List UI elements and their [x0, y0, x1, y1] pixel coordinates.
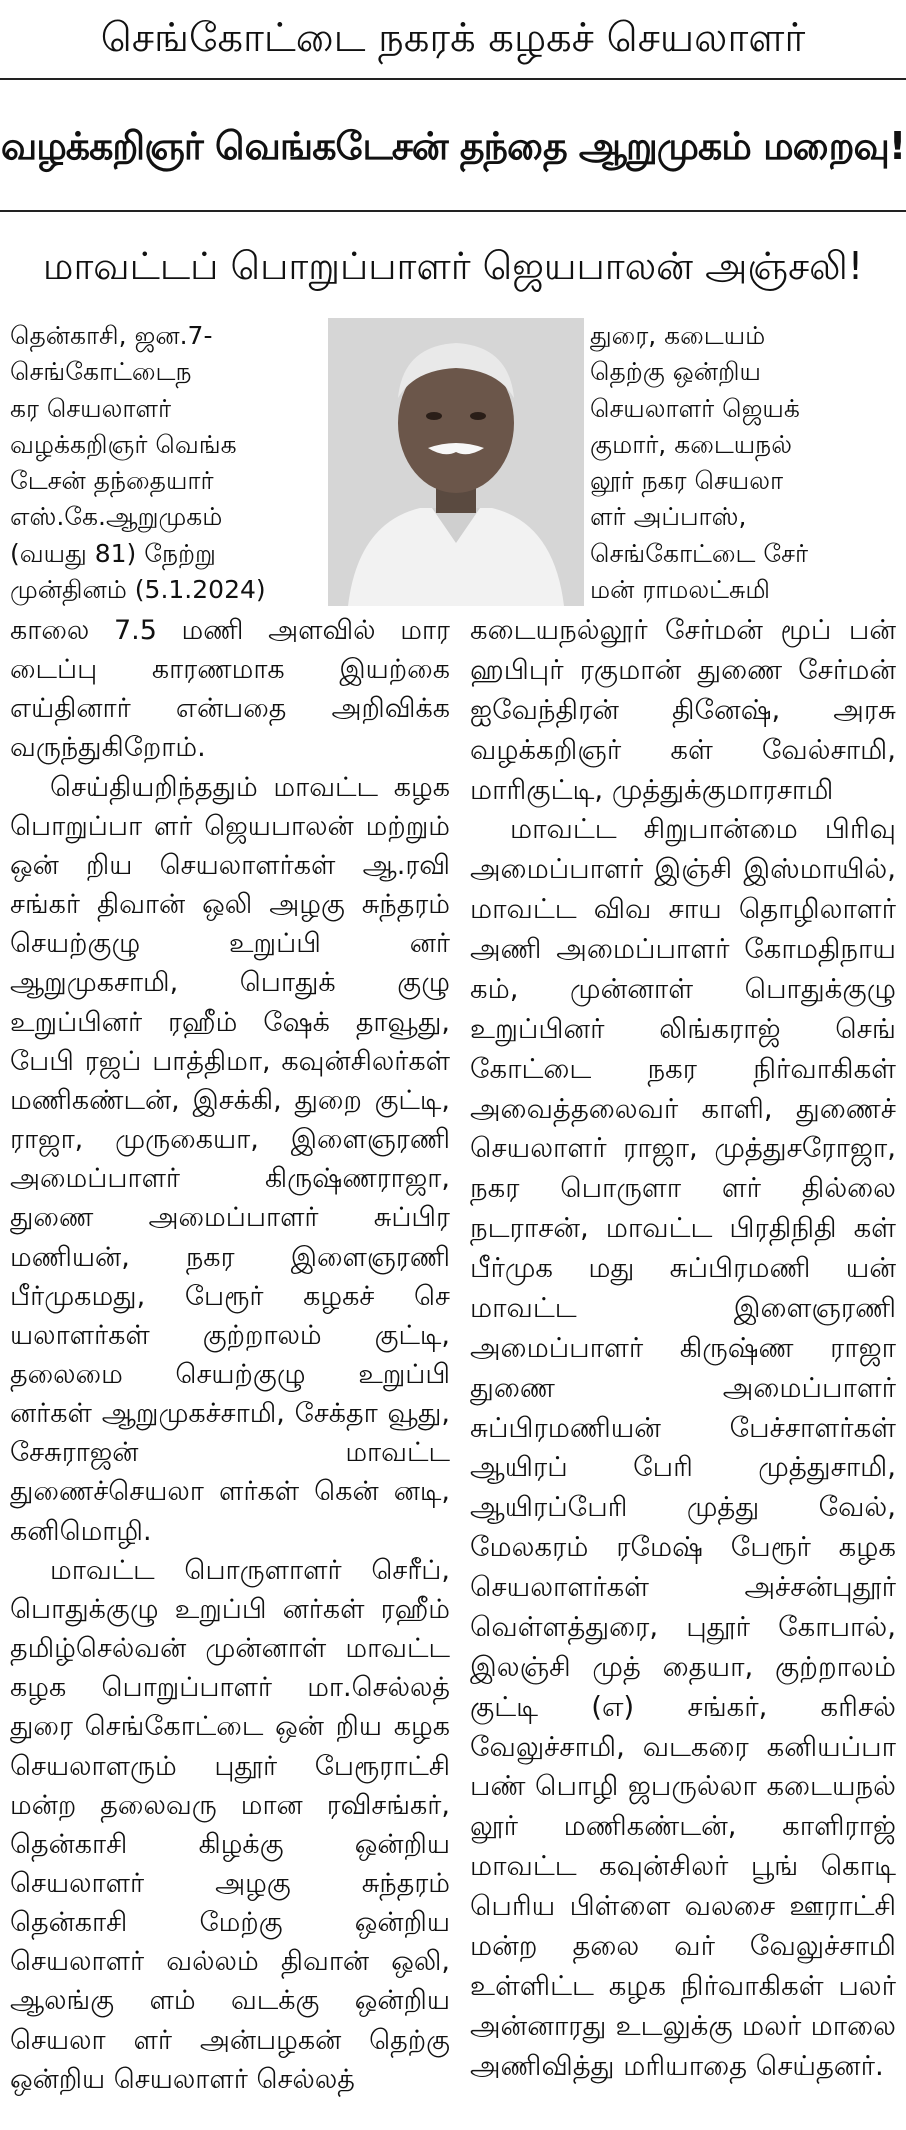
text-line: டேசன் தந்தையார்: [10, 466, 214, 495]
right-column: [470, 611, 896, 2086]
paragraph: காலை 7.5 மணி அளவில் மார டைப்பு காரணமாக இயற்கை எய்தினார் என்பதை அறிவிக்க வருந்துகிறோம்.: [10, 615, 450, 764]
left-column-top: [10, 318, 320, 608]
text-line: லூர் நகர செயலா: [590, 466, 784, 495]
text-line: செங்கோட்டைந: [10, 357, 192, 387]
portrait-icon: [328, 318, 584, 606]
text-line: கர செயலாளர்: [10, 393, 172, 423]
text-line: செயலாளர் ஜெயக்: [590, 393, 800, 423]
left-column: [10, 611, 450, 2099]
text-line: தெற்கு ஒன்றிய: [590, 357, 761, 387]
text-line: எஸ்.கே.ஆறுமுகம்: [10, 502, 223, 532]
paragraph: மாவட்ட சிறுபான்மை பிரிவு அமைப்பாளர் இஞ்சி இஸ்மாயில், மாவட்ட விவ சாய தொழிலாளர் அணி அமைப்பாளர் கோமதிநாய கம், முன்னாள் பொதுக்குழு உறுப்பினர் லிங்கராஜ் செங் கோட்டை நகர நிர்வாகிகள் அவைத்தலைவர் காளி, துணைச் செயலாளர் ராஜா, முத்துசரோஜா, நகர பொருளா ளர் தில்லை நடராசன், மாவட்ட பிரதிநிதி கள் பீர்முக மது சுப்பிரமணி யன் மாவட்ட இளைஞரணி அமைப்பாளர் கிருஷ்ண ராஜா துணை அமைப்பாளர் சுப்பிரமணியன் பேச்சாளர்கள் ஆயிரப் பேரி முத்துசாமி, ஆயிரப்பேரி முத்து வேல், மேலகரம் ரமேஷ் பேரூர் கழக செயலாளர்கள் அச்சன்புதூர் வெள்ளத்துரை, புதூர் கோபால், இலஞ்சி முத் தையா, குற்றாலம் குட்டி (எ) சங்கர், கரிசல் வேலுச்சாமி, வடகரை கனியப்பா பண் பொழி ஜபருல்லா கடையநல் லூர் மணிகண்டன், காளிராஜ் மாவட்ட கவுன்சிலர் பூங் கொடி பெரிய பிள்ளை வலசை ஊராட்சி மன்ற தலை வர் வேலுச்சாமி உள்ளிட்ட கழக நிர்வாகிகள் பலர் அன்னாரது உடலுக்கு மலர் மாலை அணிவித்து மரியாதை செய்தனர்.: [470, 813, 896, 2082]
text-line: மன் ராமலட்சுமி: [590, 574, 770, 604]
headline: வழக்கறிஞர் வெங்கடேசன் தந்தை ஆறுமுகம் மறைவு!: [0, 124, 906, 168]
text-line: ளர் அப்பாஸ்,: [590, 502, 747, 532]
text-line: செங்கோட்டை சேர்: [590, 538, 809, 568]
text-line: தென்காசி, ஜன.7-: [10, 321, 213, 350]
paragraph: கடையநல்லூர் சேர்மன் மூப் பன் ஹபிபுர் ரகுமான் துணை சேர்மன் ஐவேந்திரன் தினேஷ், அரசு வழக்கறிஞர் கள் வேல்சாமி, மாரிகுட்டி, முத்துக்குமாரசாமி: [470, 614, 896, 806]
text-line: வழக்கறிஞர் வெங்க: [10, 429, 237, 459]
subhead: மாவட்டப் பொறுப்பாளர் ஜெயபாலன் அஞ்சலி!: [42, 244, 864, 288]
text-line: (வயது 81) நேற்று: [10, 538, 216, 568]
text-line: துரை, கடையம்: [590, 321, 766, 350]
paragraph: மாவட்ட பொருளாளர் செரீப், பொதுக்குழு உறுப்பி னர்கள் ரஹீம் தமிழ்செல்வன் முன்னாள் மாவட்ட கழக பொறுப்பாளர் மா.செல்லத் துரை செங்கோட்டை ஒன் றிய கழக செயலாளரும் புதூர் பேரூராட்சி மன்ற தலைவரு மான ரவிசங்கர், தென்காசி கிழக்கு ஒன்றிய செயலாளர் அழகு சுந்தரம் தென்காசி மேற்கு ஒன்றிய செயலாளர் வல்லம் திவான் ஒலி, ஆலங்கு ளம் வடக்கு ஒன்றிய செயலா ளர் அன்பழகன் தெற்கு ஒன்றிய செயலாளர் செல்லத்: [10, 1554, 450, 2095]
divider: [0, 78, 906, 80]
portrait-photo: [328, 318, 584, 606]
paragraph: செய்தியறிந்ததும் மாவட்ட கழக பொறுப்பா ளர் ஜெயபாலன் மற்றும் ஒன் றிய செயலாளர்கள் ஆ.ரவி சங்கர் திவான் ஒலி அழகு சுந்தரம் செயற்குழு உறுப்பி னர் ஆறுமுகசாமி, பொதுக் குழு உறுப்பினர் ரஹீம் ஷேக் தாவூது, பேபி ரஜப் பாத்திமா, கவுன்சிலர்கள் மணிகண்டன், இசக்கி, துறை குட்டி, ராஜா, முருகையா, இளைஞரணி அமைப்பாளர் கிருஷ்ணராஜா, துணை அமைப்பாளர் சுப்பிர மணியன், நகர இளைஞரணி பீர்முகமது, பேரூர் கழகச் செ யலாளர்கள் குற்றாலம் குட்டி, தலைமை செயற்குழு உறுப்பி னர்கள் ஆறுமுகச்சாமி, சேக்தா வூது, சேசுராஜன் மாவட்ட துணைச்செயலா ளர்கள் கென் னடி, கனிமொழி.: [10, 771, 450, 1547]
divider: [0, 210, 906, 212]
right-column-top: [590, 318, 896, 608]
text-line: குமார், கடையநல்: [590, 429, 792, 459]
text-line: முன்தினம் (5.1.2024): [10, 574, 266, 604]
kicker: செங்கோட்டை நகரக் கழகச் செயலாளர்: [100, 15, 806, 61]
